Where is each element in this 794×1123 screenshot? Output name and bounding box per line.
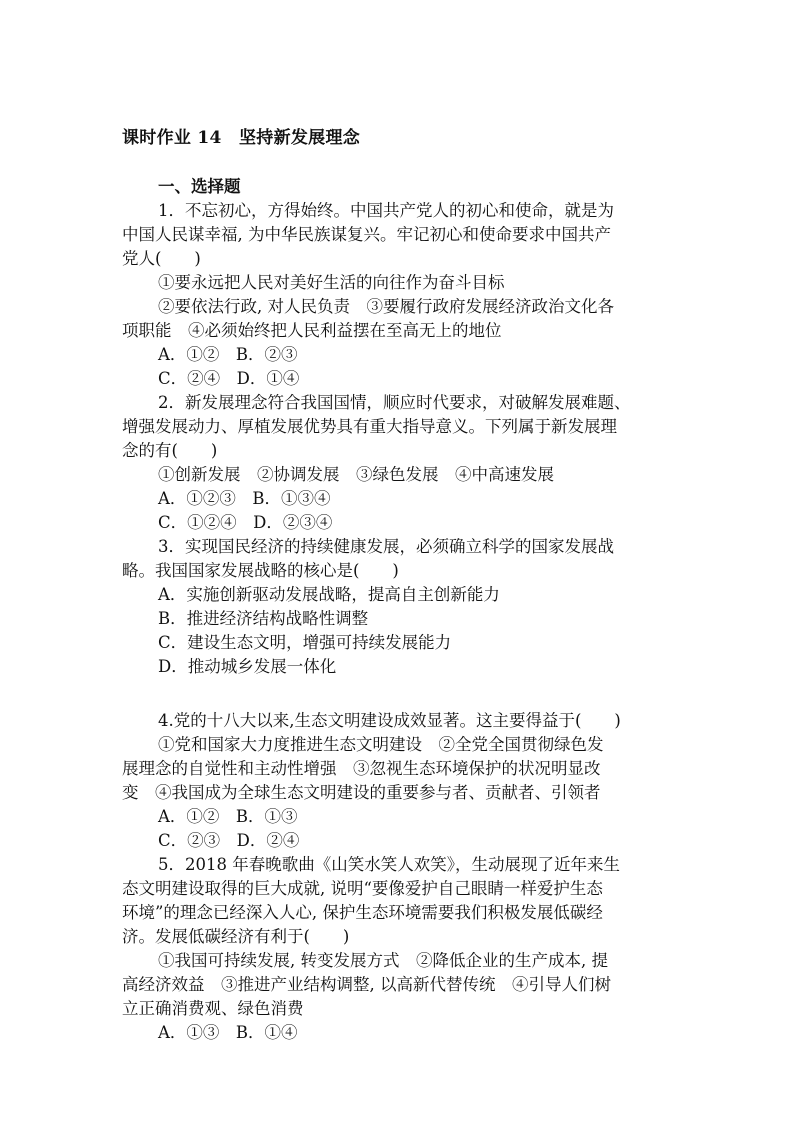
option-line: A．①② B．①③ (158, 807, 298, 826)
text-line: 变 ④我国成为全球生态文明建设的重要参与者、贡献者、引领者 (122, 783, 601, 802)
text-line: 展理念的自觉性和主动性增强 ③忽视生态环境保护的状况明显改 (122, 759, 601, 778)
text-line: ①创新发展 ②协调发展 ③绿色发展 ④中高速发展 (158, 465, 554, 484)
text-line: ①党和国家大力度推进生态文明建设 ②全党全国贯彻绿色发 (158, 735, 604, 754)
text-line: 3．实现国民经济的持续健康发展，必须确立科学的国家发展战 (158, 537, 614, 556)
text-line: 济。发展低碳经济有利于( ) (122, 927, 350, 946)
text-line: 高经济效益 ③推进产业结构调整, 以高新代替传统 ④引导人们树 (122, 975, 611, 994)
text-line: 念的有( ) (122, 441, 218, 460)
text-line: ②要依法行政, 对人民负责 ③要履行政府发展经济政治文化各 (158, 297, 614, 316)
option-line: D．推动城乡发展一体化 (158, 657, 337, 676)
option-line: C．②③ D．②④ (158, 831, 300, 850)
text-line: 态文明建设取得的巨大成就, 说明“要像爱护自己眼睛一样爱护生态 (122, 879, 603, 898)
option-line: A．①③ B．①④ (158, 1023, 298, 1042)
option-line: A．①② B．②③ (158, 345, 298, 364)
option-line: A．①②③ B．①③④ (158, 489, 331, 508)
text-line: ①要永远把人民对美好生活的向往作为奋斗目标 (158, 273, 505, 292)
text-line: 环境”的理念已经深入人心, 保护生态环境需要我们积极发展低碳经 (122, 903, 603, 922)
option-line: C．②④ D．①④ (158, 369, 300, 388)
section-heading: 一、选择题 (158, 177, 241, 196)
text-line: 2．新发展理念符合我国国情，顺应时代要求，对破解发展难题、 (158, 393, 631, 412)
text-line: 中国人民谋幸福, 为中华民族谋复兴。牢记初心和使命要求中国共产 (122, 225, 611, 244)
option-line: C．建设生态文明，增强可持续发展能力 (158, 633, 452, 652)
text-line: 党人( ) (122, 249, 201, 268)
option-line: A．实施创新驱动发展战略，提高自主创新能力 (158, 585, 500, 604)
text-line: 增强发展动力、厚植发展优势具有重大指导意义。下列属于新发展理 (122, 417, 617, 436)
text-line: 5．2018 年春晚歌曲《山笑水笑人欢笑》，生动展现了近年来生 (158, 855, 620, 874)
option-line: C．①②④ D．②③④ (158, 513, 333, 532)
text-line: 4.党的十八大以来,生态文明建设成效显著。这主要得益于( ) (158, 711, 621, 730)
text-line: 1．不忘初心，方得始终。中国共产党人的初心和使命，就是为 (158, 201, 614, 220)
text-line: 立正确消费观、绿色消费 (122, 999, 304, 1018)
option-line: B．推进经济结构战略性调整 (158, 609, 369, 628)
text-line: ①我国可持续发展, 转变发展方式 ②降低企业的生产成本, 提 (158, 951, 608, 970)
text-line: 略。我国国家发展战略的核心是( ) (122, 561, 399, 580)
text-line: 项职能 ④必须始终把人民利益摆在至高无上的地位 (122, 321, 502, 340)
document-title: 课时作业 14 坚持新发展理念 (122, 128, 361, 148)
